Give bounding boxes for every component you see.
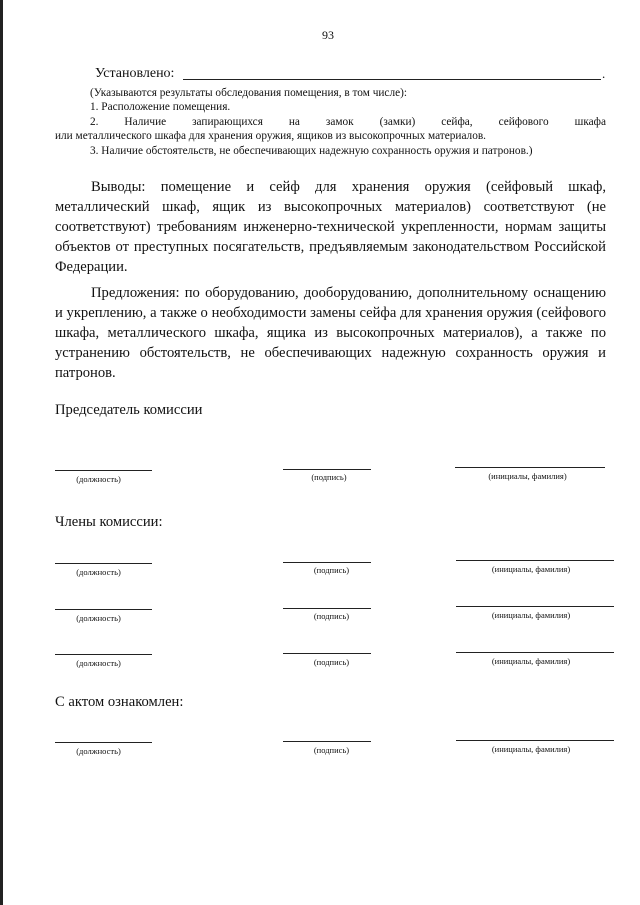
chairman-signature-caption: (подпись) — [311, 472, 347, 482]
established-item-2-line-2: или металлического шкафа для хранения оружия, ящиков из высокопрочных материалов. — [55, 130, 487, 142]
member-1-initials-caption: (инициалы, фамилия) — [491, 564, 571, 574]
page-edge — [0, 0, 3, 905]
member-1-position-line[interactable] — [55, 563, 152, 564]
acquainted-initials-line[interactable] — [456, 740, 614, 741]
member-3-position-caption: (должность) — [76, 658, 121, 668]
member-3-position-line[interactable] — [55, 654, 152, 655]
member-3-initials-line[interactable] — [456, 652, 614, 653]
proposals-paragraph: Предложения: по оборудованию, дооборудованию, дополнительному оснащению и укреплению, а также о необходимости замены сейфа для хранения оружия (сейфового шкафа, металлического шкафа, ящика из высокопрочных материалов), а также по устранению обстоятельств, не обеспечивающих надежную сохранность оружия и патронов. — [55, 285, 606, 381]
established-item-1: 1. Расположение помещения. — [90, 101, 231, 113]
established-item-3: 3. Наличие обстоятельств, не обеспечивающих надежную сохранность оружия и патронов.) — [90, 145, 533, 157]
established-item-2-line-1: 2. Наличие запирающихся на замок (замки) сейфа, сейфового шкафа — [90, 116, 606, 128]
chairman-initials-line[interactable] — [455, 467, 605, 468]
member-3-signature-line[interactable] — [283, 653, 371, 654]
acquainted-signature-caption: (подпись) — [313, 745, 350, 755]
members-heading: Члены комиссии: — [55, 514, 163, 530]
established-note-intro: (Указываются результаты обследования помещения, в том числе): — [90, 87, 407, 99]
member-2-initials-line[interactable] — [456, 606, 614, 607]
established-end-mark: . — [602, 66, 606, 81]
member-2-signature-caption: (подпись) — [313, 611, 350, 621]
page-number: 93 — [322, 28, 334, 42]
member-1-initials-line[interactable] — [456, 560, 614, 561]
member-3-signature-caption: (подпись) — [313, 657, 350, 667]
member-1-position-caption: (должность) — [76, 567, 121, 577]
conclusions-paragraph: Выводы: помещение и сейф для хранения оружия (сейфовый шкаф, металлический шкаф, ящик из высокопрочных материалов) соответствуют (не соответствуют) требованиям инженерно-технической укрепленности, нормам защиты объектов от преступных посягательств, предъявляемым законодательством Российской Федерации. — [55, 179, 606, 275]
member-1-signature-caption: (подпись) — [313, 565, 350, 575]
chairman-heading: Председатель комиссии — [55, 402, 203, 418]
member-2-position-caption: (должность) — [76, 613, 121, 623]
acquainted-heading: С актом ознакомлен: — [55, 694, 184, 710]
chairman-position-caption: (должность) — [76, 474, 121, 484]
established-label: Установлено: — [95, 66, 175, 81]
chairman-initials-caption: (инициалы, фамилия) — [488, 471, 567, 481]
acquainted-initials-caption: (инициалы, фамилия) — [491, 744, 571, 754]
member-1-signature-line[interactable] — [283, 562, 371, 563]
acquainted-position-line[interactable] — [55, 742, 152, 743]
acquainted-signature-line[interactable] — [283, 741, 371, 742]
acquainted-position-caption: (должность) — [76, 746, 121, 756]
established-fill-line[interactable] — [183, 79, 601, 80]
member-2-initials-caption: (инициалы, фамилия) — [491, 610, 571, 620]
member-2-signature-line[interactable] — [283, 608, 371, 609]
member-2-position-line[interactable] — [55, 609, 152, 610]
chairman-position-line[interactable] — [55, 470, 152, 471]
member-3-initials-caption: (инициалы, фамилия) — [491, 656, 571, 666]
chairman-signature-line[interactable] — [283, 469, 371, 470]
